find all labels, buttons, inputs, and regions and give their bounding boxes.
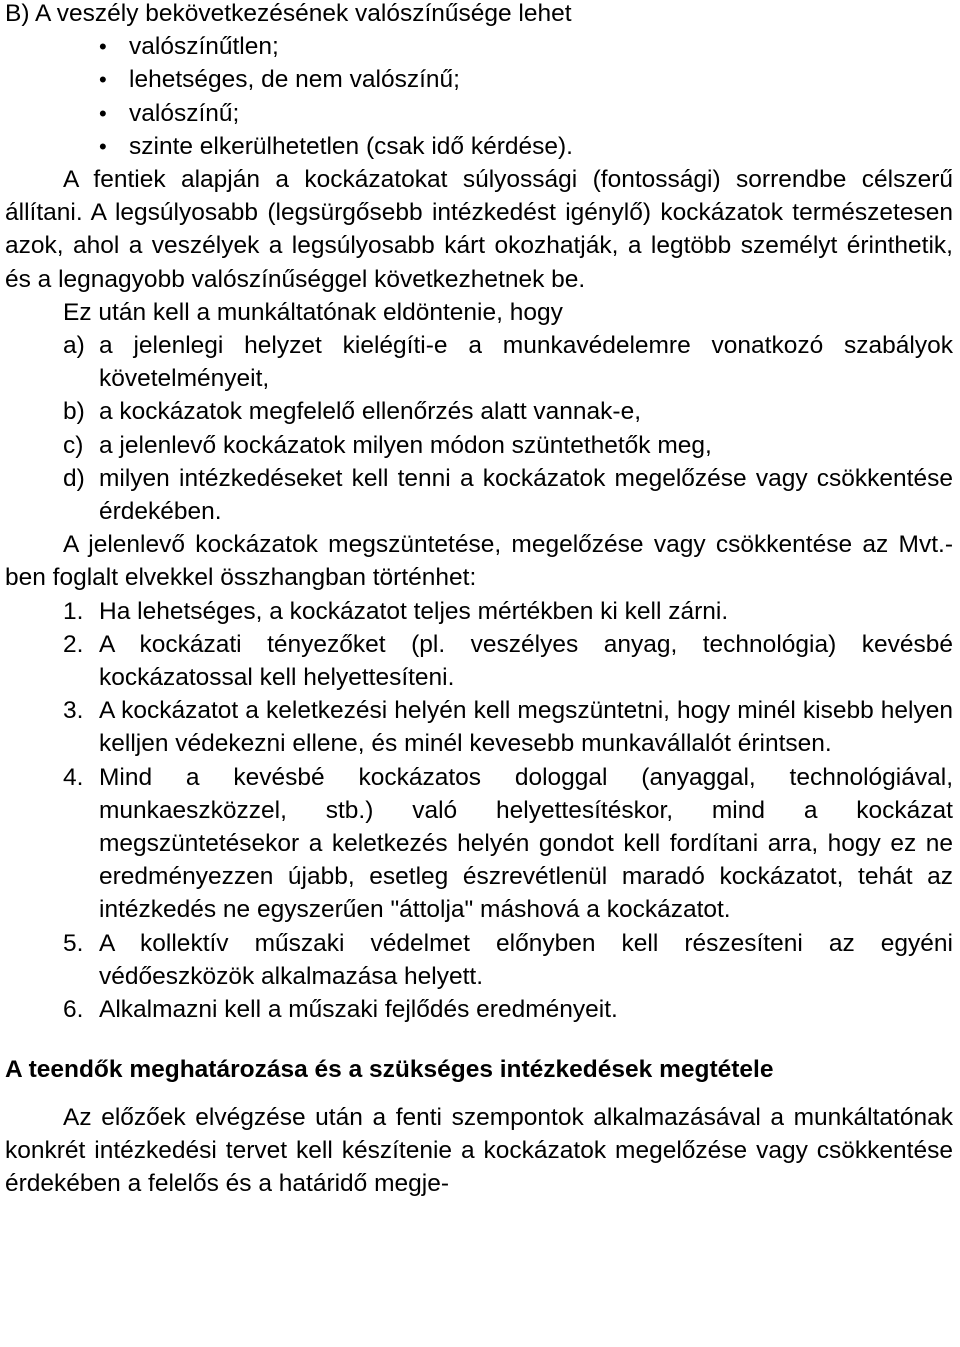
list-item-text: a kockázatok megfelelő ellenőrzés alatt vannak-e, <box>99 398 642 426</box>
principles-list <box>5 595 953 1027</box>
list-item <box>5 761 953 927</box>
list-item <box>5 395 953 428</box>
list-marker: c) <box>63 431 84 459</box>
list-item-text: Ha lehetséges, a kockázatot teljes mértékben ki kell zárni. <box>99 597 729 625</box>
section-b-intro: B) A veszély bekövetkezésének valószínűsége lehet <box>5 0 572 27</box>
list-item-text: Mind a kevésbé kockázatos dologgal (anyaggal, technológiával, munkaeszközzel, stb.) való helyettesítéskor, mind a kockázat megszüntetésekor a keletkezés helyén gondot kell fordítani arra, hogy ez ne eredményezzen újabb, esetleg észrevétlenül maradó kockázatot, tehát az intézkedés ne egyszerűen "áttolja" máshová a kockázatot. <box>99 763 953 924</box>
list-item <box>5 993 953 1026</box>
list-marker: 3. <box>63 697 84 725</box>
list-item <box>5 927 953 993</box>
final-paragraph: Az előzőek elvégzése után a fenti szempontok alkalmazásával a munkáltatónak konkrét intézkedési tervet kell készítenie a kockázatok megelőzése vagy csökkentése érdekében a felelős és a határidő megje- <box>5 1103 953 1197</box>
list-item <box>5 329 953 395</box>
list-marker: 5. <box>63 929 84 957</box>
list-item-text: A kockázati tényezőket (pl. veszélyes anyag, technológia) kevésbé kockázatossal kell helyettesíteni. <box>99 630 953 692</box>
section-heading: A teendők meghatározása és a szükséges intézkedések megtétele <box>5 1056 774 1084</box>
ranking-paragraph: A fentiek alapján a kockázatokat súlyossági (fontossági) sorrendbe célszerű állítani. A legsúlyosabb (legsürgősebb intézkedést igénylő) kockázatok természetesen azok, ahol a veszélyek a legsúlyosabb kárt okozhatják, a legtöbb személyt érinthetik, és a legnagyobb valószínűséggel következhetnek be. <box>5 166 953 293</box>
list-item-text: a jelenlevő kockázatok milyen módon szüntethetők meg, <box>99 431 712 459</box>
list-item <box>5 429 953 462</box>
elimination-paragraph: A jelenlevő kockázatok megszüntetése, megelőzése vagy csökkentése az Mvt.-ben foglalt elvekkel összhangban történhet: <box>5 531 953 592</box>
list-item <box>5 628 953 694</box>
document-page <box>5 0 953 1200</box>
list-item-text: a jelenlegi helyzet kielégíti-e a munkavédelemre vonatkozó szabályok követelményeit, <box>99 332 953 393</box>
list-marker: 4. <box>63 763 84 791</box>
employer-intro: Ez után kell a munkáltatónak eldöntenie, hogy <box>63 298 563 326</box>
list-item <box>5 462 953 528</box>
list-item: • valószínű; <box>129 97 953 130</box>
list-marker: 6. <box>63 996 84 1024</box>
list-marker: a) <box>63 332 85 360</box>
list-item-text: A kockázatot a keletkezési helyén kell megszüntetni, hogy minél kisebb helyen kelljen védekezni ellene, és minél kevesebb munkavállalót érintsen. <box>99 697 953 758</box>
employer-decision-list <box>5 329 953 528</box>
list-item-text: A kollektív műszaki védelmet előnyben kell részesíteni az egyéni védőeszközök alkalmazása helyett. <box>99 929 953 990</box>
list-item: • valószínűtlen; <box>129 30 953 63</box>
list-item <box>5 595 953 628</box>
list-marker: b) <box>63 398 85 426</box>
list-marker: 2. <box>63 630 84 658</box>
list-item-text: Alkalmazni kell a műszaki fejlődés eredményeit. <box>99 996 618 1024</box>
probability-list <box>5 30 953 163</box>
list-item: • lehetséges, de nem valószínű; <box>129 63 953 96</box>
list-item <box>5 694 953 760</box>
list-item-text: milyen intézkedéseket kell tenni a kockázatok megelőzése vagy csökkentése érdekében. <box>99 464 953 526</box>
list-marker: d) <box>63 464 85 492</box>
list-marker: 1. <box>63 597 84 625</box>
list-item: • szinte elkerülhetetlen (csak idő kérdése). <box>129 130 953 163</box>
